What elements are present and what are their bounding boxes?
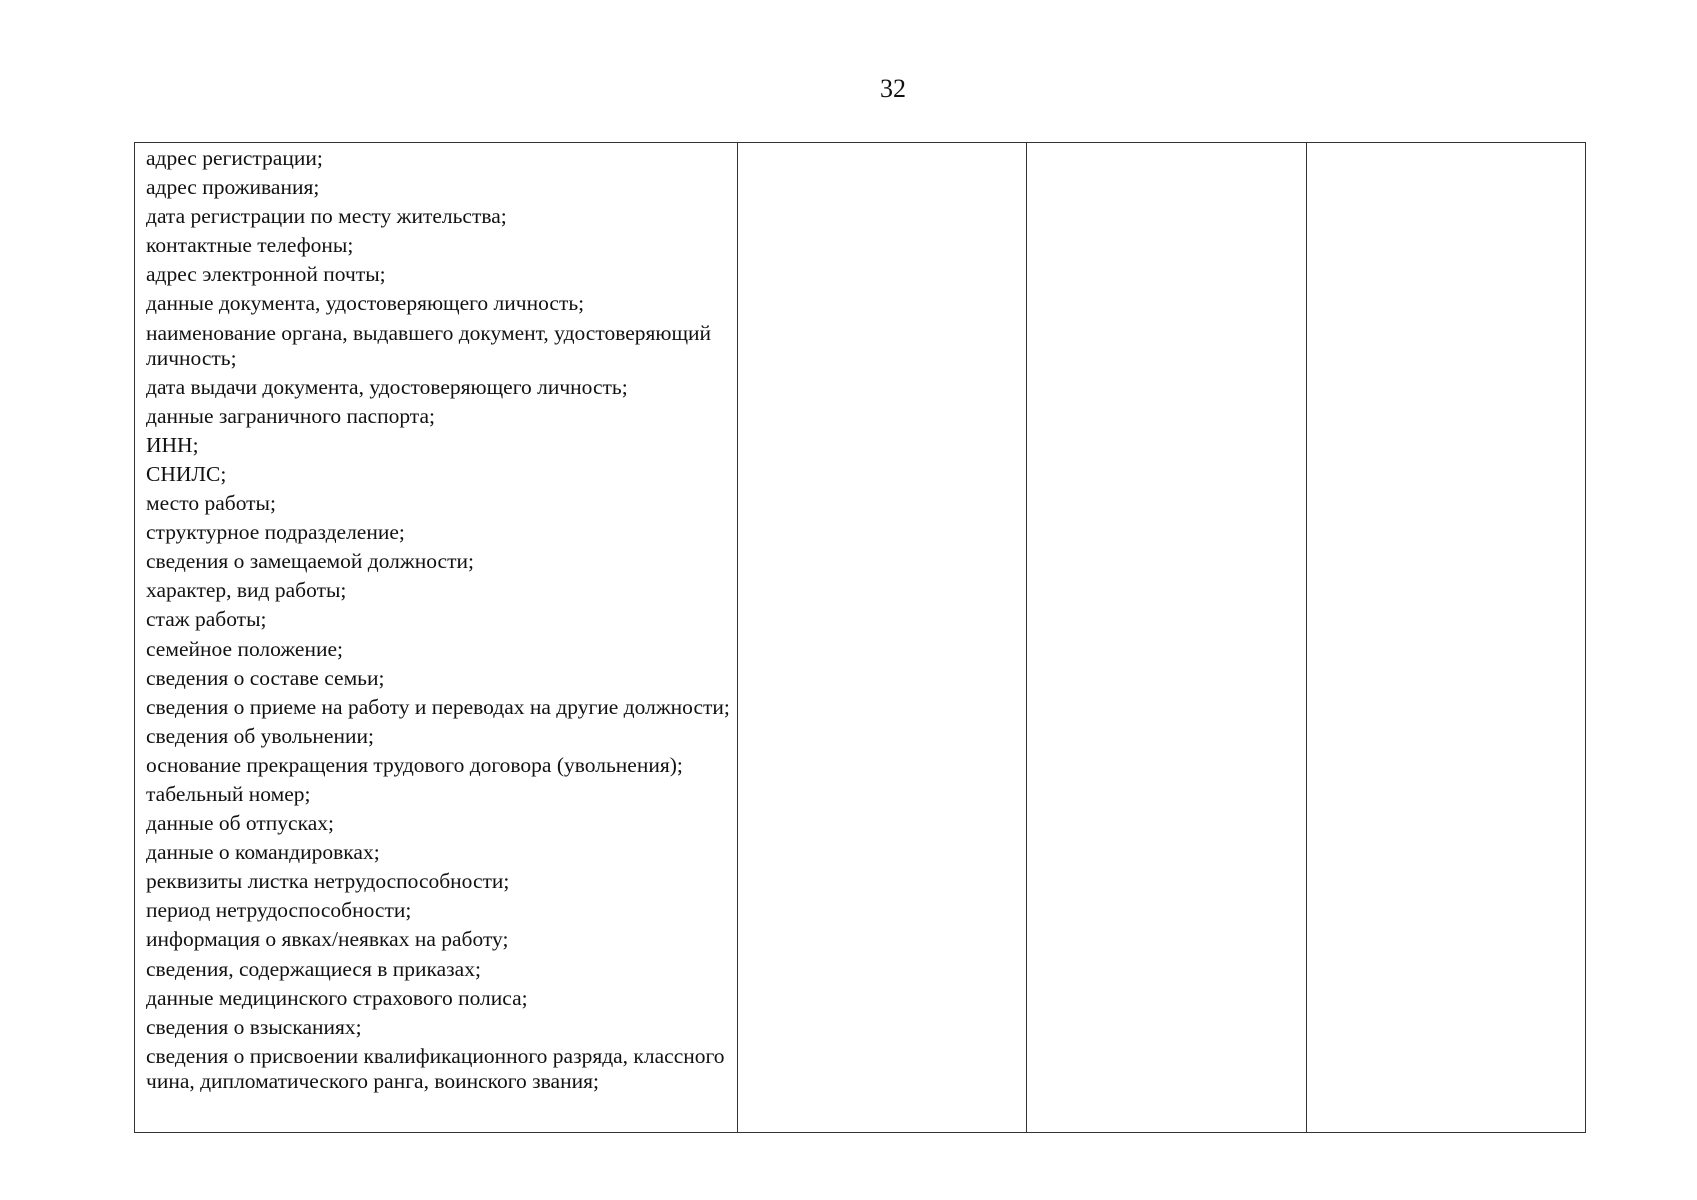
list-item: контактные телефоны; [146,233,354,258]
document-table [134,142,1586,1133]
list-item: табельный номер; [146,781,311,806]
table-cell-empty [738,143,1027,1133]
list-item: наименование органа, выдавшего документ, удостоверяющий личность; [146,320,712,370]
table-cell-data-items [135,143,738,1133]
list-item: СНИЛС; [146,461,227,486]
list-item: место работы; [146,491,276,516]
table-row [135,143,1586,1133]
list-item: данные медицинского страхового полиса; [146,985,528,1010]
list-item: ИНН; [146,432,199,457]
list-item: сведения о составе семьи; [146,665,385,690]
list-item: характер, вид работы; [146,578,347,603]
list-item: данные об отпусках; [146,811,334,836]
list-item: реквизиты листка нетрудоспособности; [146,869,510,894]
list-item: основание прекращения трудового договора (увольнения); [146,752,683,777]
list-item: структурное подразделение; [146,520,405,545]
list-item: сведения о взысканиях; [146,1014,362,1039]
list-item: адрес электронной почты; [146,262,386,287]
list-item: сведения, содержащиеся в приказах; [146,956,481,981]
table-cell-empty [1307,143,1586,1133]
list-item: сведения об увольнении; [146,723,374,748]
list-item: информация о явках/неявках на работу; [146,927,509,952]
table-cell-empty [1027,143,1307,1133]
list-item: данные о командировках; [146,840,380,865]
list-item: адрес регистрации; [146,146,323,170]
data-items-list [135,143,737,1094]
list-item: период нетрудоспособности; [146,898,412,923]
page-number: 32 [880,74,906,103]
list-item: дата регистрации по месту жительства; [146,204,507,229]
list-item: данные документа, удостоверяющего личность; [146,291,585,316]
list-item: сведения о замещаемой должности; [146,549,474,574]
list-item: сведения о присвоении квалификационного разряда, классного чина, дипломатического ранга, воинского звания; [146,1043,725,1093]
list-item: дата выдачи документа, удостоверяющего личность; [146,374,628,399]
list-item: данные заграничного паспорта; [146,403,435,428]
list-item: сведения о приеме на работу и переводах на другие должности; [146,694,730,719]
list-item: адрес проживания; [146,175,320,200]
list-item: семейное положение; [146,636,343,661]
list-item: стаж работы; [146,607,267,632]
